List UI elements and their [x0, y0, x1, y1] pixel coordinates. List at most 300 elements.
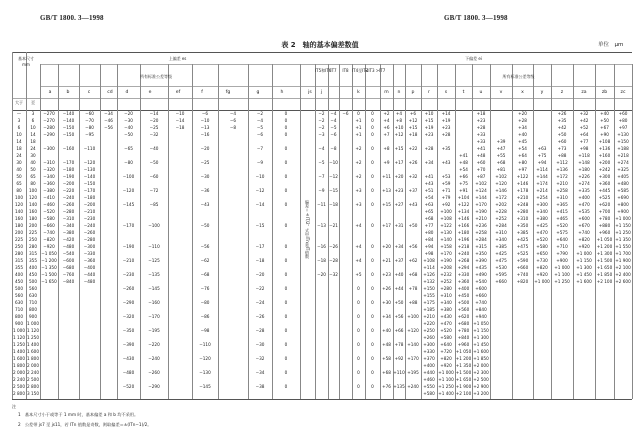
lower-deviation-value: +50: [408, 223, 418, 228]
lower-deviation-value: +48: [459, 160, 468, 165]
upper-deviation-value: −180: [83, 195, 96, 200]
size-greater: 160: [15, 216, 23, 221]
lower-deviation-value: +84: [424, 237, 434, 242]
lower-deviation-value: −4: [330, 111, 337, 116]
lower-deviation-value: +31: [394, 223, 404, 228]
upper-deviation-value: −12: [255, 188, 265, 193]
lower-deviation-value: +15: [424, 118, 434, 123]
size-upto: 180: [29, 216, 37, 221]
size-greater: 2 800: [13, 391, 25, 396]
size-upto: 2 000: [27, 363, 39, 368]
lower-deviation-value: +200: [598, 160, 611, 165]
size-upto: 24: [30, 146, 36, 151]
size-greater: 65: [16, 181, 22, 186]
lower-deviation-value: +340: [536, 209, 548, 214]
lower-deviation-value: +63: [537, 146, 547, 151]
upper-deviation-value: 0: [284, 314, 288, 319]
upper-deviation-value: −290: [122, 300, 135, 305]
lower-deviation-value: +210: [423, 314, 435, 319]
lower-deviation-value: +400: [423, 363, 435, 368]
lower-deviation-value: +960: [598, 230, 611, 235]
lower-deviation-value: +18: [476, 111, 486, 116]
lower-deviation-value: +700: [598, 209, 611, 214]
size-upto: 140: [29, 202, 37, 207]
size-greater: —: [16, 111, 22, 116]
lower-deviation-value: +650: [536, 251, 548, 256]
lower-deviation-value: +1 350: [455, 363, 472, 368]
deviation-letter: c: [87, 90, 91, 95]
lower-deviation-value: +480: [617, 181, 629, 186]
lower-deviation-value: +34: [424, 160, 434, 165]
upper-deviation-value: −130: [199, 370, 211, 375]
lower-deviation-value: +71: [441, 188, 451, 193]
lower-deviation-value: +560: [457, 307, 470, 312]
upper-deviation-value: −145: [148, 286, 160, 291]
upper-deviation-value: −86: [200, 314, 210, 319]
lower-deviation-value: +32: [579, 111, 589, 116]
lower-deviation-value: +840: [457, 335, 470, 340]
upper-deviation-value: −10: [255, 174, 265, 179]
lower-deviation-value: +325: [617, 167, 629, 172]
lower-deviation-value: +2 000: [473, 363, 489, 368]
upper-deviation-value: −230: [83, 216, 96, 221]
upper-deviation-value: −56: [104, 125, 113, 130]
lower-deviation-value: −11: [317, 202, 326, 207]
lower-deviation-value: +3: [355, 188, 362, 193]
size-greater: 6: [17, 125, 21, 130]
lower-deviation-value: +23: [382, 272, 391, 277]
lower-deviation-value: +585: [617, 188, 629, 193]
upper-deviation-value: −20: [200, 146, 210, 151]
lower-deviation-value: +330: [457, 272, 470, 277]
lower-deviation-value: +67: [600, 125, 609, 130]
lower-deviation-value: +14: [441, 111, 451, 116]
size-greater: 2 500: [13, 384, 25, 389]
upper-deviation-value: −14: [175, 118, 185, 123]
upper-deviation-value: −310: [62, 216, 75, 221]
lower-deviation-value: +340: [495, 237, 507, 242]
lower-deviation-value: +1 500: [596, 258, 613, 263]
upper-deviation-value: −40: [149, 146, 159, 151]
lower-deviation-value: 0: [371, 146, 374, 151]
lower-deviation-value: +44: [394, 286, 404, 291]
lower-deviation-value: +335: [578, 188, 590, 193]
lower-deviation-value: +940: [475, 314, 487, 319]
upper-deviation-value: −100: [148, 223, 160, 228]
lower-deviation-value: +920: [536, 272, 548, 277]
lower-deviation-value: +1: [355, 132, 362, 137]
lower-deviation-value: +175: [423, 300, 435, 305]
lower-deviation-value: +41: [459, 153, 468, 158]
lower-deviation-value: +380: [440, 307, 452, 312]
lower-deviation-value: +195: [407, 370, 419, 375]
upper-deviation-value: −14: [149, 111, 159, 116]
lower-deviation-value: +252: [440, 279, 452, 284]
upper-deviation-value: −80: [124, 160, 133, 165]
lower-deviation-value: +88: [408, 300, 418, 305]
lower-deviation-value: −28: [329, 258, 338, 263]
lower-deviation-value: +475: [495, 258, 507, 263]
lower-deviation-value: +1: [355, 118, 362, 123]
note-1: 1 基本尺寸小于或等于 1 mm 时，基本偏差 a 和 b 均不采用。: [18, 412, 139, 417]
lower-deviation-value: +130: [617, 132, 629, 137]
lower-deviation-value: +41: [476, 146, 486, 151]
deviation-letter: s: [444, 90, 448, 95]
lower-deviation-value: +170: [440, 251, 452, 256]
deviation-letter: e: [148, 90, 152, 95]
size-upto: 1 000: [27, 321, 39, 326]
lower-deviation-value: +4: [355, 244, 362, 249]
lower-deviation-value: +60: [557, 139, 567, 144]
lower-deviation-value: +54: [459, 167, 468, 172]
lower-deviation-value: +1 150: [473, 328, 489, 333]
upper-deviation-value: −125: [148, 258, 160, 263]
lower-deviation-value: +920: [440, 363, 452, 368]
lower-deviation-value: +620: [457, 314, 470, 319]
upper-deviation-value: −460: [43, 202, 55, 207]
lower-deviation-value: +21: [382, 258, 391, 263]
lower-deviation-value: 0: [357, 384, 360, 389]
lower-deviation-value: +48: [476, 153, 486, 158]
lower-deviation-value: +64: [579, 132, 589, 137]
lower-deviation-value: +490: [475, 272, 487, 277]
upper-deviation-value: −260: [148, 370, 160, 375]
size-upto: 355: [29, 258, 37, 263]
lower-deviation-value: +525: [516, 251, 529, 256]
lower-deviation-value: +4: [383, 118, 390, 123]
upper-deviation-value: −6: [201, 111, 209, 116]
lower-deviation-value: +920: [578, 244, 590, 249]
upper-deviation-value: −240: [62, 195, 75, 200]
upper-deviation-value: −200: [83, 202, 96, 207]
upper-deviation-value: −410: [43, 195, 55, 200]
lower-deviation-value: +465: [556, 216, 568, 221]
lower-deviation-value: +13: [382, 188, 391, 193]
lower-deviation-value: +800: [617, 202, 629, 207]
size-greater: 250: [15, 244, 23, 249]
size-upto: 250: [29, 237, 37, 242]
lower-deviation-value: +120: [495, 181, 507, 186]
lower-deviation-value: +17: [394, 160, 404, 165]
lower-deviation-value: +75: [537, 153, 547, 158]
lower-deviation-value: +500: [457, 300, 470, 305]
upper-deviation-value: −1 500: [41, 272, 57, 277]
lower-deviation-value: +300: [598, 174, 611, 179]
upper-deviation-value: −150: [62, 125, 75, 130]
lower-deviation-value: 0: [357, 300, 360, 305]
lower-deviation-value: +530: [495, 265, 507, 270]
lower-deviation-value: +98: [424, 251, 434, 256]
upper-deviation-value: −14: [255, 202, 265, 207]
upper-deviation-value: −140: [62, 118, 75, 123]
lower-deviation-value: +2 100: [615, 265, 631, 270]
lower-deviation-value: −15: [329, 188, 338, 193]
upper-deviation-value: −145: [122, 202, 135, 207]
lower-deviation-value: +310: [440, 293, 452, 298]
lower-deviation-value: +42: [579, 118, 589, 123]
lower-deviation-value: 0: [357, 328, 360, 333]
lower-deviation-value: +50: [557, 132, 567, 137]
upper-deviation-value: −110: [148, 244, 160, 249]
lower-deviation-value: +59: [441, 181, 451, 186]
upper-deviation-value: −1 200: [41, 258, 57, 263]
upper-deviation-value: −360: [83, 258, 96, 263]
size-greater: 630: [15, 300, 23, 305]
size-upto: 40: [30, 160, 36, 165]
lower-deviation-value: +370: [423, 356, 435, 361]
size-upto: 1 120: [27, 328, 39, 333]
upper-deviation-value: −22: [255, 286, 265, 291]
lower-deviation-value: 0: [371, 356, 374, 361]
upper-deviation-value: −290: [43, 132, 55, 137]
upper-deviation-value: −30: [255, 342, 265, 347]
lower-deviation-value: +6: [409, 111, 417, 116]
upper-deviation-value: −10: [200, 118, 210, 123]
lower-deviation-value: +240: [407, 384, 419, 389]
size-upto: 630: [29, 293, 37, 298]
lower-deviation-value: +39: [496, 139, 506, 144]
deviation-letter: ef: [175, 90, 181, 95]
upper-deviation-value: −62: [200, 258, 210, 263]
lower-deviation-value: 0: [371, 314, 374, 319]
lower-deviation-value: +87: [476, 174, 486, 179]
lower-deviation-value: +430: [440, 314, 452, 319]
lower-deviation-value: +185: [423, 307, 435, 312]
lower-deviation-value: +360: [598, 181, 611, 186]
lower-deviation-value: +400: [578, 195, 590, 200]
lower-deviation-value: +208: [440, 265, 452, 270]
lower-deviation-value: +680: [457, 321, 470, 326]
size-greater: 1 800: [13, 363, 25, 368]
lower-deviation-value: +218: [617, 153, 629, 158]
lower-deviation-value: 0: [357, 286, 360, 291]
deviation-letter: g: [256, 90, 260, 95]
lower-deviation-value: +68: [382, 370, 391, 375]
deviation-letter: m: [384, 90, 389, 95]
lower-deviation-value: 0: [371, 258, 374, 263]
lower-deviation-value: +2 900: [473, 384, 489, 389]
size-upto: 2 500: [27, 377, 39, 382]
deviation-letter: a: [48, 90, 52, 95]
upper-deviation-value: −70: [85, 118, 94, 123]
lower-deviation-value: +20: [394, 174, 404, 179]
lower-deviation-value: −8: [330, 146, 337, 151]
upper-deviation-value: −145: [199, 384, 211, 389]
size-greater: 120: [15, 202, 23, 207]
upper-deviation-value: −220: [62, 188, 75, 193]
upper-deviation-value: −26: [255, 314, 265, 319]
lower-deviation-value: +900: [556, 258, 568, 263]
lower-deviation-value: +130: [440, 230, 452, 235]
lower-deviation-value: +15: [382, 202, 391, 207]
lower-deviation-value: 0: [371, 118, 374, 123]
upper-deviation-value: −20: [124, 111, 133, 116]
lower-deviation-value: +520: [440, 328, 452, 333]
lower-deviation-value: +475: [516, 244, 529, 249]
upper-deviation-value: 0: [284, 125, 288, 130]
lower-deviation-value: +56: [394, 314, 404, 319]
lower-deviation-value: +260: [423, 335, 435, 340]
lower-deviation-value: +1 900: [615, 258, 631, 263]
upper-deviation-value: −160: [148, 300, 160, 305]
size-greater: 2 000: [13, 370, 25, 375]
upper-deviation-value: −280: [62, 209, 75, 214]
lower-deviation-value: +52: [579, 125, 589, 130]
lower-deviation-value: +425: [516, 237, 529, 242]
lower-deviation-value: +132: [423, 279, 435, 284]
size-greater: 50: [16, 174, 22, 179]
lower-deviation-value: +294: [457, 265, 470, 270]
lower-deviation-value: +81: [496, 167, 506, 172]
size-greater: 400: [15, 272, 23, 277]
upper-deviation-value: −95: [85, 132, 94, 137]
lower-deviation-value: 0: [371, 342, 374, 347]
lower-deviation-value: +1 150: [615, 223, 631, 228]
upper-deviation-value: −340: [43, 174, 55, 179]
lower-deviation-value: +23: [394, 188, 404, 193]
lower-deviation-value: +77: [424, 223, 434, 228]
upper-deviation-value: −260: [62, 202, 75, 207]
lower-deviation-value: +520: [536, 237, 548, 242]
size-greater: 100: [15, 195, 23, 200]
lower-deviation-value: +66: [394, 328, 404, 333]
size-upto: 450: [29, 272, 37, 277]
lower-deviation-value: +450: [457, 293, 470, 298]
upper-deviation-value: −270: [43, 111, 55, 116]
deviation-letter: h: [280, 90, 284, 95]
upper-deviation-value: 0: [284, 300, 288, 305]
lower-deviation-value: +300: [423, 342, 435, 347]
lower-deviation-value: +160: [598, 153, 611, 158]
lower-deviation-value: +880: [598, 223, 611, 228]
lower-deviation-value: +1 100: [554, 272, 570, 277]
lower-deviation-value: −18: [317, 258, 326, 263]
lower-deviation-value: +23: [424, 132, 434, 137]
lower-deviation-value: +94: [424, 244, 434, 249]
lower-deviation-value: +1 050: [473, 321, 489, 326]
lower-deviation-value: 0: [357, 356, 360, 361]
lower-deviation-value: +1 000: [576, 251, 592, 256]
size-greater: 560: [15, 293, 23, 298]
lower-deviation-value: +97: [618, 125, 628, 130]
size-greater: 18: [16, 146, 22, 151]
lower-deviation-value: +33: [476, 132, 486, 137]
size-upto: 500: [29, 279, 37, 284]
lower-deviation-value: +40: [382, 328, 391, 333]
lower-deviation-value: +1 450: [473, 342, 489, 347]
lower-deviation-value: +284: [475, 237, 487, 242]
lower-deviation-value: +540: [475, 279, 487, 284]
upper-deviation-value: −8: [229, 125, 237, 130]
lower-deviation-value: +310: [495, 230, 507, 235]
table-top-rule: [12, 52, 632, 53]
upper-deviation-value: −60: [149, 174, 159, 179]
lower-deviation-value: +425: [536, 223, 548, 228]
lower-deviation-value: +330: [423, 349, 435, 354]
lower-deviation-value: +37: [408, 188, 418, 193]
lower-deviation-value: +172: [556, 174, 568, 179]
size-greater: 1 600: [13, 356, 25, 361]
header-rule-2: [40, 86, 632, 87]
lower-deviation-value: +63: [424, 202, 434, 207]
lower-deviation-value: +780: [457, 328, 470, 333]
upper-deviation-value: −280: [43, 125, 55, 130]
upper-deviation-value: −820: [43, 237, 55, 242]
lower-deviation-value: +33: [476, 139, 486, 144]
lower-deviation-value: +310: [556, 195, 568, 200]
size-upto: 800: [29, 307, 37, 312]
upper-deviation-value: −1 050: [41, 251, 57, 256]
upper-deviation-value: −100: [122, 174, 135, 179]
size-greater: 355: [15, 265, 23, 270]
lower-deviation-value: +55: [496, 153, 506, 158]
lower-deviation-value: 0: [371, 370, 374, 375]
lower-deviation-value: 0: [371, 384, 374, 389]
lower-deviation-value: +210: [556, 181, 568, 186]
size-greater: 280: [15, 251, 23, 256]
lower-deviation-value: +228: [495, 209, 507, 214]
lower-deviation-value: +820: [516, 279, 529, 284]
lower-deviation-value: +146: [495, 188, 507, 193]
lower-deviation-value: +124: [475, 188, 487, 193]
lower-deviation-value: +144: [536, 174, 548, 179]
upper-deviation-value: −18: [255, 258, 265, 263]
deviation-letter: z: [560, 90, 564, 95]
lower-deviation-value: +68: [408, 272, 418, 277]
lower-deviation-value: +258: [475, 230, 487, 235]
size-greater: 24: [16, 153, 22, 158]
size-greater: 710: [15, 307, 23, 312]
lower-deviation-value: +174: [536, 181, 548, 186]
lower-deviation-value: +1 550: [615, 244, 631, 249]
lower-deviation-value: +32: [408, 174, 418, 179]
lower-deviation-value: −2: [318, 111, 325, 116]
upper-deviation-value: −260: [83, 230, 96, 235]
lower-deviation-value: +780: [598, 216, 611, 221]
lower-deviation-value: +1 000: [534, 279, 550, 284]
lower-deviation-value: +840: [475, 307, 487, 312]
lower-deviation-value: +42: [557, 125, 567, 130]
lower-deviation-value: +150: [617, 139, 629, 144]
upper-deviation-value: −920: [43, 244, 55, 249]
lower-deviation-value: +960: [457, 342, 470, 347]
size-greater: 800: [15, 314, 23, 319]
lower-deviation-value: +65: [424, 209, 434, 214]
lower-deviation-value: 0: [357, 314, 360, 319]
upper-deviation-value: 0: [284, 370, 288, 375]
size-upto: 6: [31, 118, 35, 123]
lower-deviation-value: +20: [518, 111, 527, 116]
deviation-letter: f: [201, 90, 203, 95]
lower-deviation-value: +248: [516, 202, 529, 207]
lower-deviation-value: +170: [475, 202, 487, 207]
lower-deviation-value: +8: [395, 118, 403, 123]
lower-deviation-value: +102: [475, 181, 487, 186]
lower-deviation-value: +60: [618, 111, 628, 116]
upper-deviation-value: −330: [83, 251, 96, 256]
deviation-letter: d: [125, 90, 129, 95]
upper-deviation-value: 0: [284, 174, 288, 179]
upper-deviation-value: −310: [43, 160, 55, 165]
lower-deviation-value: +720: [440, 349, 452, 354]
lower-deviation-value: +110: [393, 370, 405, 375]
lower-deviation-value: +70: [476, 167, 486, 172]
lower-deviation-value: +188: [617, 146, 629, 151]
upper-deviation-value: −20: [255, 272, 265, 277]
lower-deviation-value: +3 200: [473, 391, 489, 396]
size-greater: 140: [15, 209, 23, 214]
size-greater: 10: [16, 132, 22, 137]
